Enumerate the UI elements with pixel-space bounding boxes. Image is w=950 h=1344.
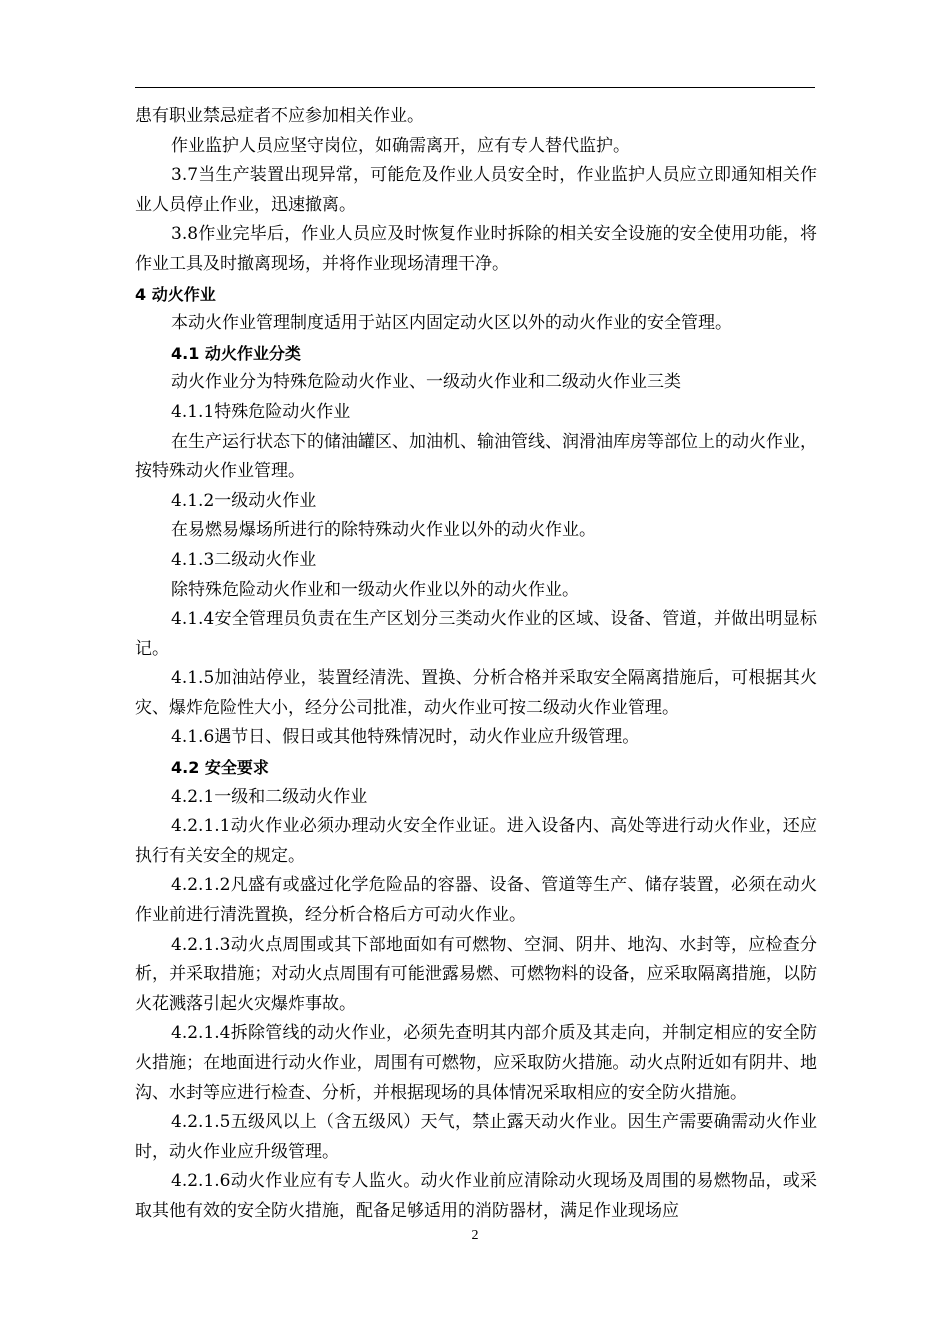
- body-paragraph: 4.2.1.4拆除管线的动火作业，必须先查明其内部介质及其走向，并制定相应的安全防火措施；在地面进行动火作业，周围有可燃物，应采取防火措施。动火点附近如有阴井、地沟、水封等应进行检查、分析，并根据现场的具体情况采取相应的安全防火措施。: [135, 1023, 817, 1103]
- body-paragraph: 4.2.1.6动火作业应有专人监火。动火作业前应清除动火现场及周围的易燃物品，或采取其他有效的安全防火措施，配备足够适用的消防器材，满足作业现场应: [135, 1171, 817, 1221]
- section-heading: 4.1 动火作业分类: [171, 343, 301, 363]
- body-paragraph: 除特殊危险动火作业和一级动火作业以外的动火作业。: [171, 579, 579, 600]
- body-paragraph: 4.1.6遇节日、假日或其他特殊情况时，动火作业应升级管理。: [171, 727, 640, 748]
- body-paragraph: 4.1.1特殊危险动火作业: [171, 401, 351, 422]
- body-paragraph: 4.2.1.3动火点周围或其下部地面如有可燃物、空洞、阴井、地沟、水封等，应检查分析，并采取措施；对动火点周围有可能泄露易燃、可燃物料的设备，应采取隔离措施，以防火花溅落引起火灾爆炸事故。: [135, 934, 817, 1014]
- body-paragraph: 4.1.3二级动火作业: [171, 549, 317, 570]
- body-paragraph: 4.1.5加油站停业，装置经清洗、置换、分析合格并采取安全隔离措施后，可根据其火灾、爆炸危险性大小，经分公司批准，动火作业可按二级动火作业管理。: [135, 668, 817, 718]
- body-paragraph: 4.2.1一级和二级动火作业: [171, 786, 368, 807]
- header-rule: [135, 87, 815, 88]
- body-paragraph: 患有职业禁忌症者不应参加相关作业。: [135, 106, 424, 126]
- section-heading: 4 动火作业: [135, 284, 216, 304]
- body-paragraph: 在易燃易爆场所进行的除特殊动火作业以外的动火作业。: [171, 520, 596, 541]
- body-paragraph: 4.1.2一级动火作业: [171, 490, 317, 511]
- document-body: [135, 102, 817, 1227]
- body-paragraph: 3.8作业完毕后，作业人员应及时恢复作业时拆除的相关安全设施的安全使用功能，将作业工具及时撤离现场，并将作业现场清理干净。: [135, 224, 817, 274]
- body-paragraph: 4.2.1.2凡盛有或盛过化学危险品的容器、设备、管道等生产、储存装置，必须在动火作业前进行清洗置换，经分析合格后方可动火作业。: [135, 875, 817, 926]
- body-paragraph: 3.7当生产装置出现异常，可能危及作业人员安全时，作业监护人员应立即通知相关作业人员停止作业，迅速撤离。: [135, 165, 817, 215]
- body-paragraph: 4.2.1.1动火作业必须办理动火安全作业证。进入设备内、高处等进行动火作业，还应执行有关安全的规定。: [135, 816, 817, 866]
- body-paragraph: 作业监护人员应坚守岗位，如确需离开，应有专人替代监护。: [171, 135, 630, 156]
- body-paragraph: 4.1.4安全管理员负责在生产区划分三类动火作业的区域、设备、管道，并做出明显标记。: [135, 609, 817, 659]
- body-paragraph: 在生产运行状态下的储油罐区、加油机、输油管线、润滑油库房等部位上的动火作业，按特殊动火作业管理。: [135, 431, 817, 482]
- body-paragraph: 4.2.1.5五级风以上（含五级风）天气，禁止露天动火作业。因生产需要确需动火作业时，动火作业应升级管理。: [135, 1112, 817, 1162]
- section-heading: 4.2 安全要求: [171, 758, 269, 778]
- page-number: 2: [471, 1228, 479, 1243]
- body-paragraph: 本动火作业管理制度适用于站区内固定动火区以外的动火作业的安全管理。: [171, 313, 732, 334]
- body-paragraph: 动火作业分为特殊危险动火作业、一级动火作业和二级动火作业三类: [171, 372, 681, 393]
